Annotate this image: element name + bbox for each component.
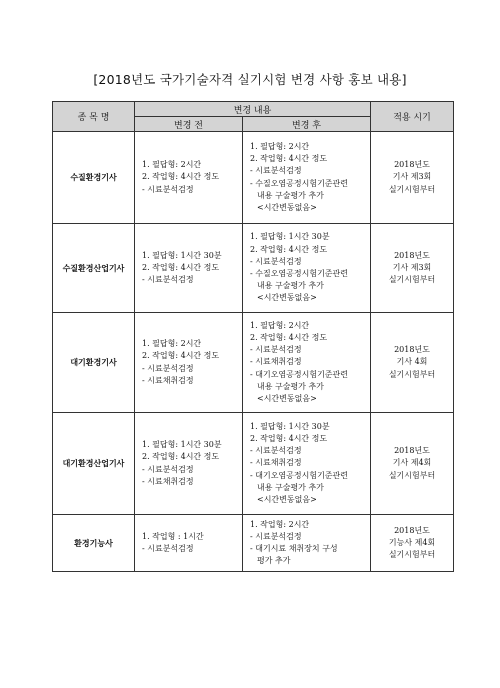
after-line: - 시료분석검정 bbox=[250, 345, 302, 355]
before-line: - 시료분석검정 bbox=[142, 275, 194, 285]
before-cell bbox=[135, 313, 243, 413]
after-line: 1. 필답형: 2시간 bbox=[250, 320, 310, 330]
page-title: [2018년도 국가기술자격 실기시험 변경 사항 홍보 내용] bbox=[93, 72, 407, 87]
subject-name: 대기환경산업기사 bbox=[53, 413, 135, 515]
before-line: - 시료분석검정 bbox=[142, 544, 194, 553]
after-line: 내용 구술평가 추가 bbox=[257, 482, 324, 492]
header-after: 변경 후 bbox=[243, 117, 371, 132]
after-line: <시간변동없음> bbox=[257, 394, 317, 403]
after-line: - 시료채취검정 bbox=[250, 458, 302, 468]
after-cell bbox=[243, 515, 371, 572]
after-line: 1. 필답형: 1시간 30분 bbox=[250, 421, 330, 431]
timing-line: 실기시험부터 bbox=[388, 369, 436, 379]
before-line: 1. 필답형: 1시간 30분 bbox=[142, 440, 222, 450]
after-line: - 대기시료 채취장치 구성 bbox=[250, 544, 338, 553]
after-line: - 시료분석검정 bbox=[250, 531, 302, 541]
header-before: 변경 전 bbox=[135, 117, 243, 132]
timing-line: 2018년도 bbox=[394, 345, 430, 355]
after-line: <시간변동없음> bbox=[257, 495, 317, 504]
before-line: 2. 작업형: 4시간 정도 bbox=[142, 452, 220, 462]
before-line: - 시료채취검정 bbox=[142, 375, 194, 385]
table-row bbox=[53, 313, 454, 413]
timing-line: 기사 제3회 bbox=[392, 172, 432, 182]
timing-line: 실기시험부터 bbox=[388, 184, 436, 194]
timing-line: 기사 제4회 bbox=[392, 458, 432, 468]
after-line: 평가 추가 bbox=[257, 556, 291, 566]
after-cell bbox=[243, 313, 371, 413]
exam-change-table bbox=[52, 101, 454, 572]
before-line: 1. 필답형: 2시간 bbox=[142, 160, 202, 170]
before-line: 2. 작업형: 4시간 정도 bbox=[142, 351, 220, 361]
after-line: - 수질오염공정시험기준관련 bbox=[250, 269, 348, 278]
before-line: 1. 작업형 : 1시간 bbox=[142, 531, 204, 541]
after-line: - 대기오염공정시험기준관련 bbox=[250, 369, 348, 379]
timing-cell bbox=[371, 515, 454, 572]
after-cell bbox=[243, 413, 371, 515]
timing-line: 2018년도 bbox=[394, 250, 430, 260]
before-line: 1. 필답형: 2시간 bbox=[142, 339, 202, 349]
timing-line: 기사 4회 bbox=[396, 357, 428, 367]
before-cell bbox=[135, 132, 243, 224]
after-line: <시간변동없음> bbox=[257, 293, 317, 303]
timing-line: 실기시험부터 bbox=[388, 550, 436, 560]
subject-name: 대기환경기사 bbox=[53, 313, 135, 413]
timing-line: 실기시험부터 bbox=[388, 275, 436, 285]
after-line: 내용 구술평가 추가 bbox=[257, 190, 324, 200]
timing-cell bbox=[371, 413, 454, 515]
subject-name: 수질환경기사 bbox=[53, 132, 135, 224]
before-line: 1. 필답형: 1시간 30분 bbox=[142, 250, 222, 260]
after-line: - 시료채취검정 bbox=[250, 357, 302, 367]
after-line: 1. 필답형: 1시간 30분 bbox=[250, 232, 330, 242]
before-line: 2. 작업형: 4시간 정도 bbox=[142, 262, 220, 272]
after-line: 1. 작업형: 2시간 bbox=[250, 519, 310, 529]
after-line: - 수질오염공정시험기준관련 bbox=[250, 178, 348, 188]
timing-line: 기사 제3회 bbox=[392, 262, 432, 272]
before-cell bbox=[135, 224, 243, 313]
before-line: - 시료분석검정 bbox=[142, 464, 194, 474]
after-line: 내용 구술평가 추가 bbox=[257, 281, 324, 291]
before-cell bbox=[135, 413, 243, 515]
before-line: - 시료분석검정 bbox=[142, 363, 194, 373]
after-line: 2. 작업형: 4시간 정도 bbox=[250, 154, 328, 164]
subject-name: 수질환경산업기사 bbox=[53, 224, 135, 313]
timing-cell bbox=[371, 313, 454, 413]
before-line: 2. 작업형: 4시간 정도 bbox=[142, 172, 220, 182]
table-row bbox=[53, 224, 454, 313]
timing-cell bbox=[371, 224, 454, 313]
subject-name: 환경기능사 bbox=[53, 515, 135, 572]
header-change-content: 변경 내용 bbox=[135, 102, 371, 117]
table-row bbox=[53, 515, 454, 572]
timing-line: 기능사 제4회 bbox=[388, 537, 436, 547]
timing-line: 2018년도 bbox=[394, 525, 430, 535]
before-line: - 시료분석검정 bbox=[142, 184, 194, 194]
after-line: 2. 작업형: 4시간 정도 bbox=[250, 433, 328, 443]
after-line: - 대기오염공정시험기준관련 bbox=[250, 470, 348, 480]
timing-line: 2018년도 bbox=[394, 446, 430, 456]
after-cell bbox=[243, 132, 371, 224]
after-line: <시간변동없음> bbox=[257, 202, 317, 212]
table-row bbox=[53, 132, 454, 224]
after-line: 2. 작업형: 4시간 정도 bbox=[250, 244, 328, 254]
timing-line: 2018년도 bbox=[394, 160, 430, 170]
after-line: - 시료분석검정 bbox=[250, 446, 302, 456]
header-timing: 적용 시기 bbox=[371, 102, 454, 132]
after-line: 내용 구술평가 추가 bbox=[257, 381, 324, 391]
after-line: 1. 필답형: 2시간 bbox=[250, 141, 310, 151]
after-line: 2. 작업형: 4시간 정도 bbox=[250, 332, 328, 342]
before-cell bbox=[135, 515, 243, 572]
header-subject: 종 목 명 bbox=[53, 102, 135, 132]
after-cell bbox=[243, 224, 371, 313]
before-line: - 시료채취검정 bbox=[142, 476, 194, 486]
after-line: - 시료분석검정 bbox=[250, 256, 302, 266]
timing-line: 실기시험부터 bbox=[388, 470, 436, 480]
after-line: - 시료분석검정 bbox=[250, 166, 302, 176]
table-row bbox=[53, 413, 454, 515]
timing-cell bbox=[371, 132, 454, 224]
